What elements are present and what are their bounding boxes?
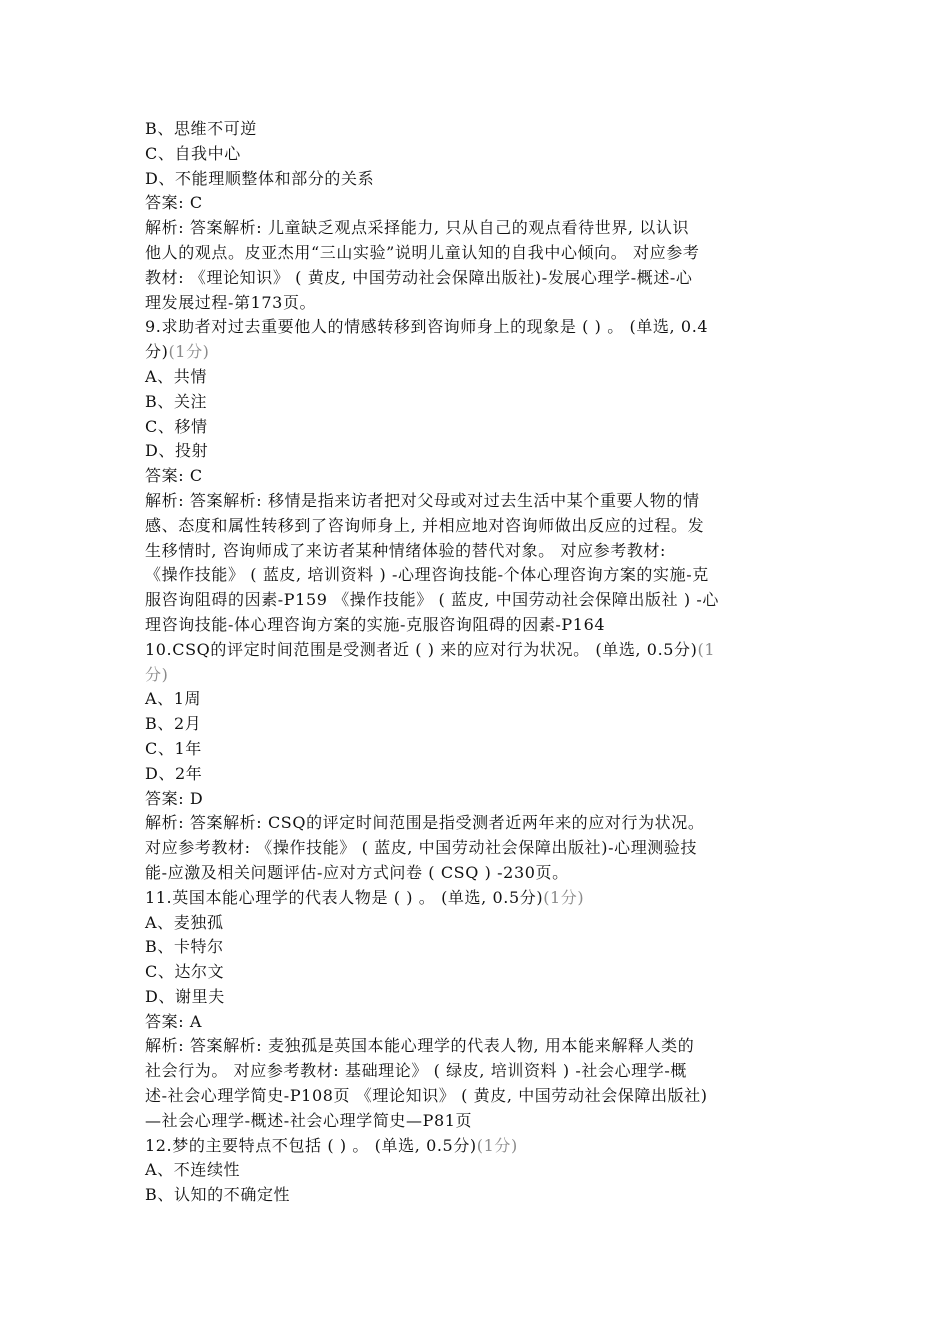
text-line [145, 1010, 810, 1035]
line-text: 感、态度和属性转移到了咨询师身上, 并相应地对咨询师做出反应的过程。发 [145, 515, 705, 535]
text-line [145, 1084, 810, 1109]
line-text: 10.CSQ的评定时间范围是受测者近 ( ) 来的应对行为状况。 (单选, 0.5分) [145, 639, 698, 659]
line-text: 解析: 答案解析: CSQ的评定时间范围是指受测者近两年来的应对行为状况。 [145, 813, 705, 833]
text-line [145, 1183, 810, 1208]
line-text: 对应参考教材: 《操作技能》 ( 蓝皮, 中国劳动社会保障出版社)-心理测验技 [145, 838, 698, 858]
text-line [145, 811, 810, 836]
line-text: 9.求助者对过去重要他人的情感转移到咨询师身上的现象是 ( ) 。 (单选, 0.4 [145, 317, 709, 337]
text-line [145, 1034, 810, 1059]
text-line [145, 762, 810, 787]
text-line [145, 167, 810, 192]
text-line [145, 117, 810, 142]
line-text: 分) [145, 342, 169, 362]
score-label: (1分) [168, 342, 210, 362]
text-line [145, 663, 810, 688]
line-text: 答案: C [145, 193, 203, 213]
text-line [145, 836, 810, 861]
line-text: D、谢里夫 [145, 986, 225, 1006]
text-line [145, 737, 810, 762]
text-line [145, 712, 810, 737]
text-line [145, 489, 810, 514]
text-line [145, 563, 810, 588]
line-text: C、自我中心 [145, 143, 241, 163]
line-text: B、2月 [145, 714, 202, 734]
line-text: 理咨询技能-体心理咨询方案的实施-克服咨询阻碍的因素-P164 [145, 614, 606, 634]
line-text: C、移情 [145, 416, 208, 436]
line-text: C、达尔文 [145, 962, 225, 982]
line-text: 社会行为。 对应参考教材: 基础理论》 ( 绿皮, 培训资料 ) -社会心理学-概 [145, 1061, 687, 1081]
line-text: 服咨询阻碍的因素-P159 《操作技能》 ( 蓝皮, 中国劳动社会保障出版社 ) -心 [145, 590, 720, 610]
line-text: D、2年 [145, 763, 203, 783]
text-line [145, 266, 810, 291]
line-text: 教材: 《理论知识》 ( 黄皮, 中国劳动社会保障出版社)-发展心理学-概述-心 [145, 267, 693, 287]
text-line [145, 588, 810, 613]
text-line [145, 687, 810, 712]
line-text: 解析: 答案解析: 儿童缺乏观点采择能力, 只从自己的观点看待世界, 以认识 [145, 218, 690, 238]
line-text: 12.梦的主要特点不包括 ( ) 。 (单选, 0.5分) [145, 1135, 477, 1155]
score-label: (1分) [476, 1135, 518, 1155]
line-text: 答案: C [145, 466, 203, 486]
text-line [145, 315, 810, 340]
text-line [145, 935, 810, 960]
line-text: 述-社会心理学简史-P108页 《理论知识》 ( 黄皮, 中国劳动社会保障出版社) [145, 1086, 708, 1106]
line-text: 答案: D [145, 788, 204, 808]
line-text: 能-应激及相关问题评估-应对方式问卷 ( CSQ ) -230页。 [145, 862, 569, 882]
score-label: (1分) [543, 887, 585, 907]
question-content [145, 117, 810, 1208]
line-text: B、卡特尔 [145, 937, 224, 957]
line-text: —社会心理学-概述-社会心理学简史—P81页 [145, 1110, 473, 1130]
text-line [145, 539, 810, 564]
line-text: 解析: 答案解析: 移情是指来访者把对父母或对过去生活中某个重要人物的情 [145, 490, 700, 510]
text-line [145, 861, 810, 886]
text-line [145, 439, 810, 464]
text-line [145, 1109, 810, 1134]
line-text: B、思维不可逆 [145, 119, 257, 138]
text-line [145, 1059, 810, 1084]
text-line [145, 390, 810, 415]
line-text: A、麦独孤 [145, 912, 224, 932]
text-line [145, 191, 810, 216]
line-text: A、1周 [145, 689, 202, 709]
text-line [145, 464, 810, 489]
text-line [145, 960, 810, 985]
line-text: A、不连续性 [145, 1160, 241, 1180]
line-text: 理发展过程-第173页。 [145, 292, 317, 312]
line-text: D、投射 [145, 441, 209, 461]
line-text: 解析: 答案解析: 麦独孤是英国本能心理学的代表人物, 用本能来解释人类的 [145, 1036, 695, 1056]
line-text: A、共情 [145, 366, 207, 386]
text-line [145, 216, 810, 241]
score-label: 分) [145, 664, 169, 684]
line-text: 答案: A [145, 1011, 203, 1031]
text-line [145, 985, 810, 1010]
line-text: 《操作技能》 ( 蓝皮, 培训资料 ) -心理咨询技能-个体心理咨询方案的实施-克 [145, 565, 709, 585]
line-text: 11.英国本能心理学的代表人物是 ( ) 。 (单选, 0.5分) [145, 887, 544, 907]
text-line [145, 415, 810, 440]
text-line [145, 291, 810, 316]
text-line [145, 514, 810, 539]
line-text: B、认知的不确定性 [145, 1185, 291, 1205]
score-label: (1 [697, 639, 716, 659]
line-text: C、1年 [145, 738, 202, 758]
text-line [145, 1134, 810, 1159]
text-line [145, 365, 810, 390]
text-line [145, 886, 810, 911]
line-text: B、关注 [145, 391, 208, 411]
text-line [145, 911, 810, 936]
line-text: 他人的观点。皮亚杰用“三山实验”说明儿童认知的自我中心倾向。 对应参考 [145, 242, 700, 262]
line-text: D、不能理顺整体和部分的关系 [145, 168, 375, 188]
text-line [145, 241, 810, 266]
text-line [145, 142, 810, 167]
line-text: 生移情时, 咨询师成了来访者某种情绪体验的替代对象。 对应参考教材: [145, 540, 667, 560]
text-line [145, 638, 810, 663]
text-line [145, 613, 810, 638]
text-line [145, 340, 810, 365]
text-line [145, 1158, 810, 1183]
text-line [145, 787, 810, 812]
